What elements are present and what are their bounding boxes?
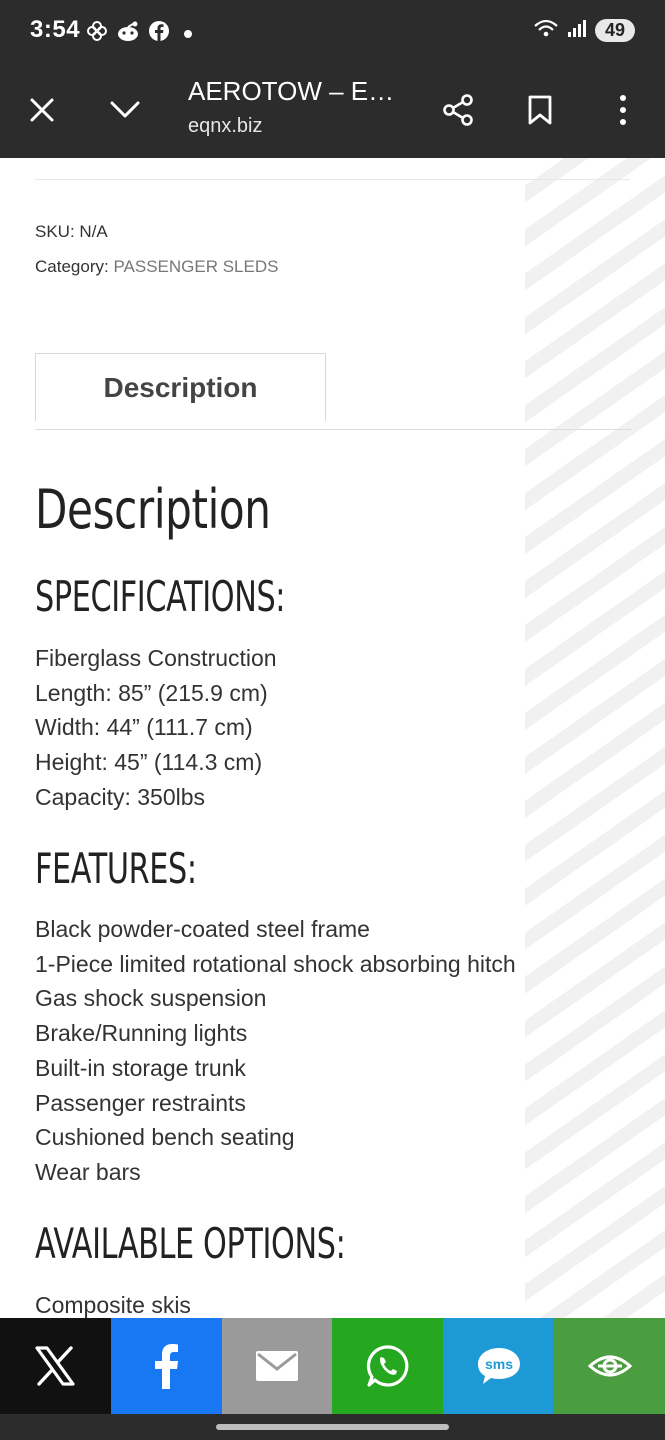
status-time: 3:54 [30, 16, 81, 43]
list-item: Built-in storage trunk [35, 1054, 246, 1081]
list-item: Black powder-coated steel frame [35, 916, 370, 942]
close-button[interactable] [20, 88, 64, 132]
page-url: eqnx.biz [188, 115, 263, 137]
share-whatsapp-button[interactable] [332, 1318, 443, 1414]
signal-icon [567, 19, 587, 42]
sku-line [35, 222, 108, 242]
share-more-button[interactable] [554, 1318, 665, 1414]
minimize-button[interactable] [103, 88, 147, 132]
share-x-button[interactable] [0, 1318, 111, 1414]
sku-label: SKU: [35, 222, 75, 241]
list-item: Wear bars [35, 1158, 141, 1185]
share-more-icon [588, 1350, 632, 1382]
share-sms-button[interactable] [443, 1318, 554, 1414]
x-logo-icon [34, 1346, 76, 1386]
specifications-heading: SPECIFICATIONS: [35, 572, 286, 621]
pinwheel-icon [86, 20, 108, 47]
bookmark-button[interactable] [518, 88, 562, 132]
list-item: 1-Piece limited rotational shock absorbing hitch [35, 950, 516, 977]
bookmark-icon [527, 94, 553, 126]
more-vert-icon [618, 94, 628, 126]
features-heading: FEATURES: [35, 844, 197, 893]
list-item: Fiberglass Construction [35, 645, 277, 671]
facebook-f-icon [153, 1343, 179, 1389]
available-options-heading: AVAILABLE OPTIONS: [35, 1219, 346, 1268]
features-list [35, 912, 516, 1190]
list-item: Composite skis [35, 1292, 191, 1318]
sku-value: N/A [79, 222, 108, 241]
category-link[interactable]: PASSENGER SLEDS [113, 257, 279, 276]
list-item: Height: 45” (114.3 cm) [35, 749, 263, 776]
list-item: Passenger restraints [35, 1089, 246, 1116]
page-title: AEROTOW – E… [188, 76, 395, 106]
list-item: Capacity: 350lbs [35, 783, 206, 810]
tab-divider [35, 429, 631, 430]
status-right [533, 18, 635, 43]
list-item: Width: 44” (111.7 cm) [35, 714, 253, 741]
close-icon [28, 96, 56, 124]
share-icon [441, 93, 475, 127]
facebook-icon [148, 20, 170, 47]
reddit-icon [116, 20, 140, 47]
page-content [0, 158, 665, 1318]
description-heading: Description [35, 478, 271, 541]
specifications-list [35, 641, 277, 815]
list-item: Gas shock suspension [35, 985, 267, 1012]
system-nav-bar [0, 1414, 665, 1440]
share-facebook-button[interactable] [111, 1318, 222, 1414]
mail-icon [255, 1350, 299, 1382]
decorative-stripes [525, 158, 665, 1318]
category-label: Category: [35, 257, 109, 276]
home-gesture-handle[interactable] [216, 1424, 449, 1430]
wifi-icon [533, 18, 559, 43]
list-item: Length: 85” (215.9 cm) [35, 679, 268, 706]
divider [35, 179, 630, 180]
chevron-down-icon [109, 100, 141, 120]
page-title-area[interactable] [188, 76, 418, 138]
svg-text:sms: sms [484, 1356, 513, 1372]
tab-description[interactable]: Description [35, 353, 326, 421]
dot-icon [184, 30, 192, 38]
sms-icon [476, 1346, 522, 1386]
share-email-button[interactable] [222, 1318, 333, 1414]
status-bar [0, 0, 665, 62]
whatsapp-icon [366, 1344, 410, 1388]
options-list [35, 1288, 191, 1318]
notification-icons [86, 20, 192, 47]
browser-app-bar [0, 62, 665, 158]
more-options-button[interactable] [601, 88, 645, 132]
battery-icon: 49 [595, 19, 635, 42]
share-button[interactable] [436, 88, 480, 132]
social-share-bar [0, 1318, 665, 1414]
list-item: Cushioned bench seating [35, 1124, 295, 1151]
list-item: Brake/Running lights [35, 1020, 248, 1047]
category-line [35, 257, 278, 277]
